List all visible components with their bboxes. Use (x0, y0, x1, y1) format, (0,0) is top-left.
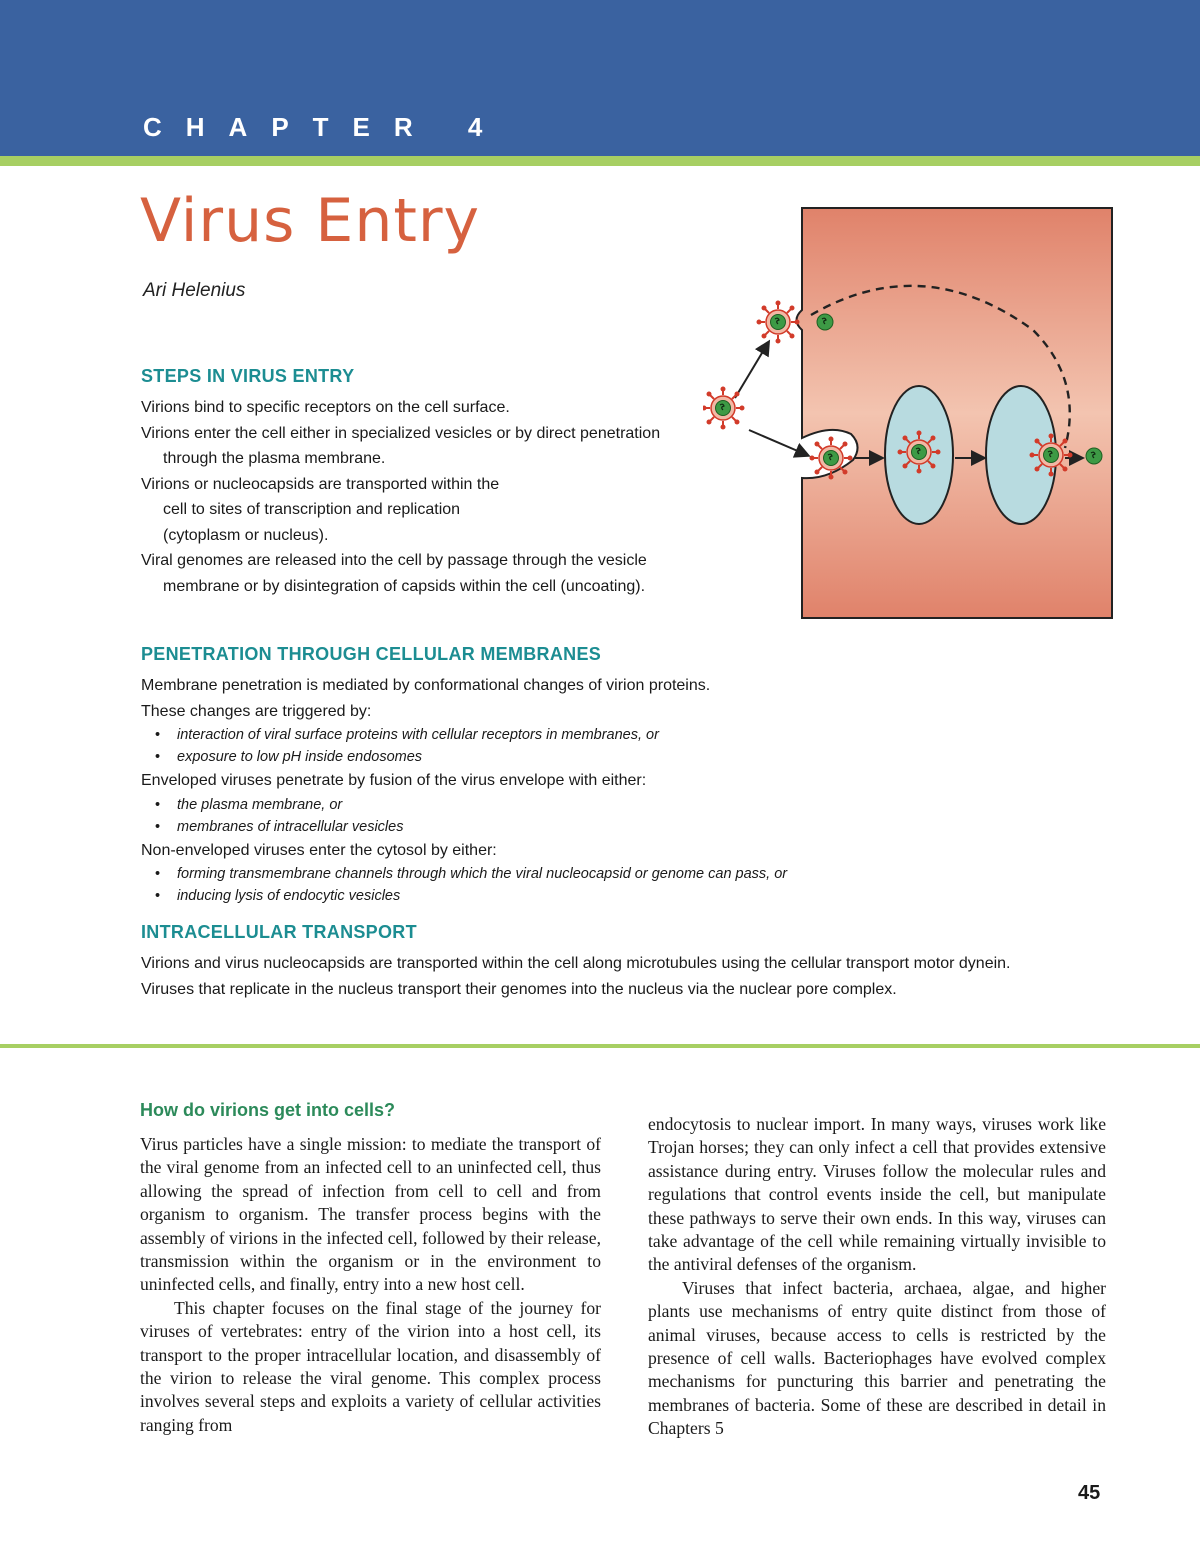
banner-accent-stripe (0, 156, 1200, 166)
chapter-author: Ari Helenius (143, 280, 246, 301)
chapter-title: Virus Entry (140, 186, 481, 256)
penetration-heading: PENETRATION THROUGH CELLULAR MEMBRANES (141, 644, 602, 664)
penetration-line: Membrane penetration is mediated by conformational changes of virion proteins. (141, 677, 711, 694)
section-divider (0, 1044, 1200, 1048)
transport-heading: INTRACELLULAR TRANSPORT (141, 922, 417, 942)
body-column-right (648, 1113, 1106, 1441)
steps-item: Viral genomes are released into the cell by passage through the vesicle membrane or by disintegration of capsids within the cell (uncoating). (141, 552, 647, 595)
penetration-line: Non-enveloped viruses enter the cytosol by either: (141, 841, 497, 859)
body-heading: How do virions get into cells? (140, 1100, 396, 1120)
transport-item: Virions and virus nucleocapsids are transported within the cell along microtubules using the cellular transport motor dynein. (141, 955, 1011, 972)
bullet-item: • inducing lysis of endocytic vesicles (141, 885, 1141, 907)
steps-item: Virions bind to specific receptors on the cell surface. (141, 399, 510, 416)
body-paragraph: Viruses that infect bacteria, archaea, algae, and higher plants use mechanisms of entry quite distinct from those of animal viruses, because access to cells is restricted by the presence of cell walls. Bacteriophages have evolved complex mechanisms for puncturing this barrier and penetrating the membranes of bacteria. Some of these are described in detail in Chapters 5 (648, 1277, 1106, 1439)
body-paragraph: endocytosis to nuclear import. In many ways, viruses work like Trojan horses; they can only infect a cell that provides extensive assistance during entry. Viruses follow the molecular rules and regulations that control events inside the cell, but manipulate these pathways to serve their own ends. In this way, viruses can take advantage of the cell while remaining virtually invisible to the antiviral defenses of the organism. (648, 1114, 1106, 1275)
bullet-item: • exposure to low pH inside endosomes (141, 746, 1141, 768)
virus-entry-diagram (703, 180, 1113, 620)
summary-steps-section (141, 366, 681, 599)
cell-body (797, 208, 1113, 618)
penetration-line: Enveloped viruses penetrate by fusion of the virus envelope with either: (141, 772, 647, 789)
chapter-label: CHAPTER 4 (143, 112, 507, 142)
penetration-line: These changes are triggered by: (141, 702, 372, 720)
body-paragraph: Virus particles have a single mission: to mediate the transport of the viral genome from an infected cell to an uninfected cell, thus allowing the spread of infection from cell to cell and from organism to organism. The transfer process begins with the assembly of virions in the infected cell, followed by their release, transmission within the organism or in the environment to uninfected cells, and finally, entry into a new host cell. (140, 1134, 601, 1295)
summary-transport-section (141, 922, 1141, 1002)
transport-item: Viruses that replicate in the nucleus transport their genomes into the nucleus via the nuclear pore complex. (141, 980, 897, 998)
page-number: 45 (1078, 1482, 1101, 1504)
bullet-item: • interaction of viral surface proteins with cellular receptors in membranes, or (141, 724, 1141, 746)
body-paragraph: This chapter focuses on the final stage of the journey for viruses of vertebrates: entry of the virion into a host cell, its transport to the proper intracellular location, and disassembly of the virion to release the viral genome. This complex process involves several steps and exploits a variety of cellular activities ranging from (140, 1297, 601, 1435)
bullet-item: • membranes of intracellular vesicles (141, 816, 1141, 838)
bullet-item: • the plasma membrane, or (141, 794, 1141, 816)
body-column-left (140, 1100, 601, 1437)
steps-item: Virions enter the cell either in specialized vesicles or by direct penetration through the plasma membrane. (141, 424, 661, 467)
steps-heading: STEPS IN VIRUS ENTRY (141, 366, 355, 386)
summary-penetration-section (141, 644, 1141, 907)
bullet-item: • forming transmembrane channels through which the viral nucleocapsid or genome can pass, or (141, 863, 1141, 885)
steps-item: Virions or nucleocapsids are transported within the cell to sites of transcription and replication (cytoplasm or nucleus). (141, 475, 500, 544)
